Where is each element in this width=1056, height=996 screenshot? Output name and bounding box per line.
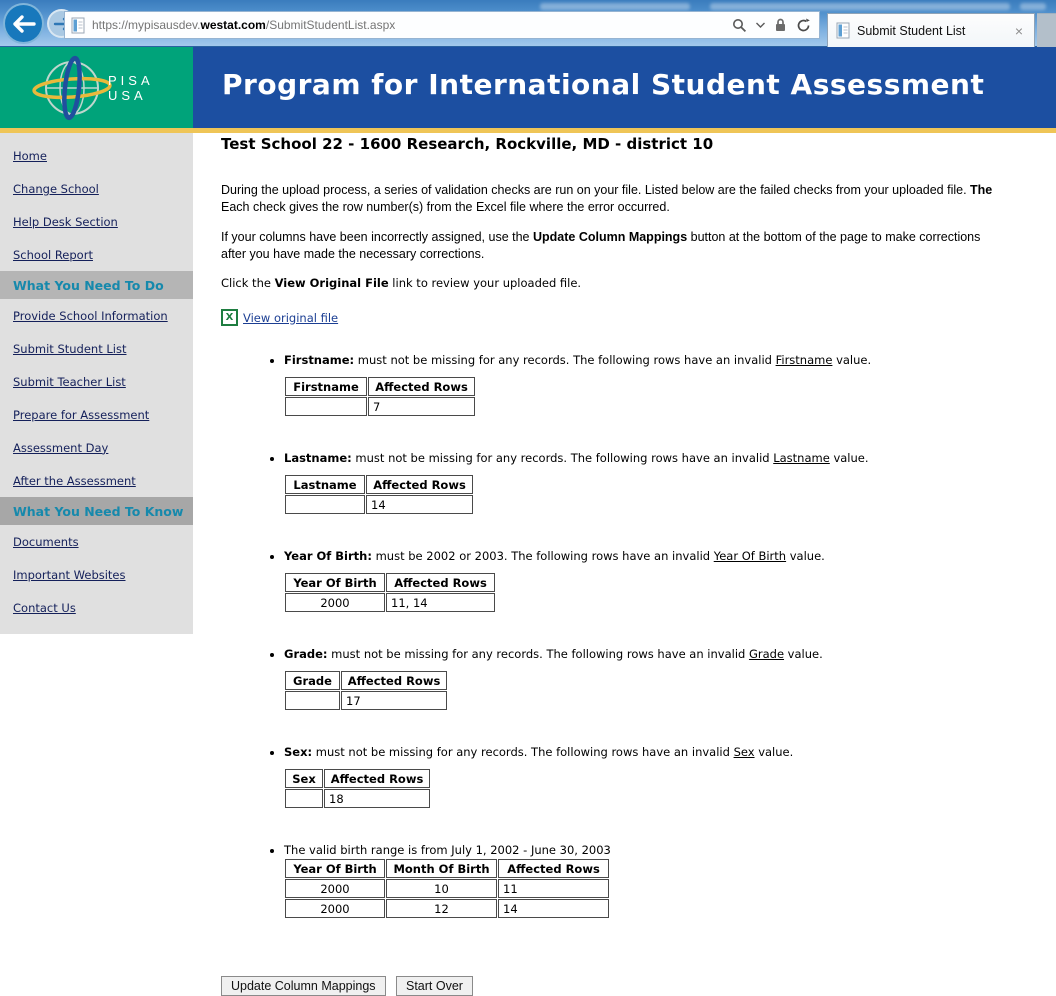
footer-buttons: [221, 976, 1056, 996]
column-name-link[interactable]: Firstname: [775, 353, 833, 367]
url-text: https://mypisausdev.westat.com/SubmitStudentList.aspx: [92, 18, 396, 32]
sidebar-item-important-websites[interactable]: Important Websites: [13, 567, 126, 582]
sidebar-item-home[interactable]: Home: [13, 148, 47, 163]
sidebar-section-what-you-need-to-do: What You Need To Do: [0, 271, 193, 299]
sidebar-item-help-desk-section[interactable]: Help Desk Section: [13, 214, 118, 229]
mappings-paragraph: If your columns have been incorrectly assigned, use the Update Column Mappings button at the bottom of the page to make corrections after you have made the necessary corrections.: [221, 230, 981, 261]
validation-item: [284, 451, 1056, 515]
sidebar-item-documents[interactable]: Documents: [13, 534, 79, 549]
table-cell: 7: [368, 397, 475, 416]
tab-title: Submit Student List: [857, 23, 966, 38]
table-cell: 12: [386, 899, 497, 918]
new-tab-area[interactable]: [1037, 13, 1056, 48]
table-cell: [285, 495, 365, 514]
column-header: Year Of Birth: [285, 859, 385, 878]
table-cell: 2000: [285, 899, 385, 918]
validation-item: [284, 745, 1056, 809]
titlebar-ghost-text: [710, 3, 1010, 10]
sidebar-section-what-you-need-to-know: What You Need To Know: [0, 497, 193, 525]
tab-close-icon[interactable]: ×: [1014, 22, 1023, 39]
column-header: Year Of Birth: [285, 573, 385, 592]
table-cell: 11, 14: [386, 593, 495, 612]
logo-text: PISA USA: [108, 73, 154, 103]
start-over-button[interactable]: Start Over: [396, 976, 473, 996]
sidebar-item-prepare-for-assessment[interactable]: Prepare for Assessment: [13, 407, 150, 422]
column-name-link[interactable]: Grade: [748, 647, 785, 661]
table-cell: 18: [324, 789, 430, 808]
table-cell: 14: [498, 899, 609, 918]
table-cell: 17: [341, 691, 447, 710]
column-name-link[interactable]: Year Of Birth: [713, 549, 787, 563]
validation-item: [284, 353, 1056, 417]
column-header: Affected Rows: [368, 377, 475, 396]
validation-table: [284, 474, 474, 515]
validation-table: [284, 768, 431, 809]
sidebar-item-after-the-assessment[interactable]: After the Assessment: [13, 473, 136, 488]
search-dropdown-icon[interactable]: [756, 22, 765, 28]
back-arrow-icon: [13, 16, 35, 32]
search-icon[interactable]: [732, 18, 747, 33]
validation-list: [221, 353, 1056, 919]
table-cell: [285, 789, 323, 808]
titlebar-ghost-text: [540, 3, 690, 10]
sidebar-item-school-report[interactable]: School Report: [13, 247, 93, 262]
validation-table: [284, 572, 496, 613]
sidebar-item-contact-us[interactable]: Contact Us: [13, 600, 76, 615]
table-cell: 2000: [285, 593, 385, 612]
column-name-link[interactable]: Lastname: [773, 451, 830, 465]
sidebar-item-provide-school-information[interactable]: Provide School Information: [13, 308, 168, 323]
column-header: Month Of Birth: [386, 859, 497, 878]
column-header: Affected Rows: [366, 475, 473, 494]
address-bar[interactable]: [64, 11, 820, 39]
school-header: Test School 22 - 1600 Research, Rockville, MD - district 10: [221, 135, 714, 153]
refresh-icon[interactable]: [796, 18, 811, 33]
validation-item: [284, 843, 1056, 919]
table-cell: 10: [386, 879, 497, 898]
intro-paragraph: During the upload process, a series of validation checks are run on your file. Listed below are the failed checks from your uploaded file. The Each check gives the row number(s) from the Excel file where the error occurred.: [221, 183, 993, 214]
update-column-mappings-button[interactable]: Update Column Mappings: [221, 976, 386, 996]
column-header: Firstname: [285, 377, 367, 396]
table-cell: 2000: [285, 879, 385, 898]
sidebar-item-submit-teacher-list[interactable]: Submit Teacher List: [13, 374, 126, 389]
validation-table: [284, 376, 476, 417]
column-header: Affected Rows: [341, 671, 447, 690]
validation-message: • Lastname: must not be missing for any records. The following rows have an invalid Lastname value.: [284, 451, 869, 465]
column-header: Grade: [285, 671, 340, 690]
validation-message: • Grade: must not be missing for any records. The following rows have an invalid Grade value.: [284, 647, 823, 661]
banner-title: Program for International Student Assessment: [222, 68, 985, 101]
validation-item: [284, 549, 1056, 613]
excel-file-icon: X: [221, 309, 238, 326]
tab-page-icon: [836, 22, 850, 39]
banner: [193, 47, 1056, 128]
column-name-link[interactable]: Sex: [733, 745, 755, 759]
browser-chrome: [0, 0, 1056, 47]
lock-icon: [774, 18, 787, 32]
browser-tab[interactable]: [827, 13, 1035, 47]
page-icon: [71, 17, 85, 34]
table-cell: 11: [498, 879, 609, 898]
table-cell: [285, 691, 340, 710]
validation-message: • Firstname: must not be missing for any records. The following rows have an invalid Firstname value.: [284, 353, 872, 367]
sidebar-item-change-school[interactable]: Change School: [13, 181, 99, 196]
titlebar-ghost-text: [1020, 3, 1046, 10]
table-cell: 14: [366, 495, 473, 514]
validation-message: • The valid birth range is from July 1, 2002 - June 30, 2003: [284, 843, 611, 857]
column-header: Affected Rows: [324, 769, 430, 788]
validation-table: [284, 670, 448, 711]
validation-table: [284, 858, 610, 919]
sidebar-item-submit-student-list[interactable]: Submit Student List: [13, 341, 127, 356]
table-cell: [285, 397, 367, 416]
column-header: Lastname: [285, 475, 365, 494]
column-header: Affected Rows: [498, 859, 609, 878]
back-button[interactable]: [3, 3, 44, 44]
view-file-instruction: Click the View Original File link to review your uploaded file.: [221, 276, 582, 290]
sidebar-item-assessment-day[interactable]: Assessment Day: [13, 440, 109, 455]
validation-message: • Sex: must not be missing for any records. The following rows have an invalid Sex value.: [284, 745, 794, 759]
sidebar-nav: [0, 133, 193, 634]
view-original-file-link[interactable]: View original file: [243, 310, 339, 325]
validation-message: • Year Of Birth: must be 2002 or 2003. The following rows have an invalid Year Of Birth value.: [284, 549, 825, 563]
logo-panel: [0, 47, 193, 128]
column-header: Sex: [285, 769, 323, 788]
validation-item: [284, 647, 1056, 711]
column-header: Affected Rows: [386, 573, 495, 592]
main-content: [193, 133, 1056, 993]
